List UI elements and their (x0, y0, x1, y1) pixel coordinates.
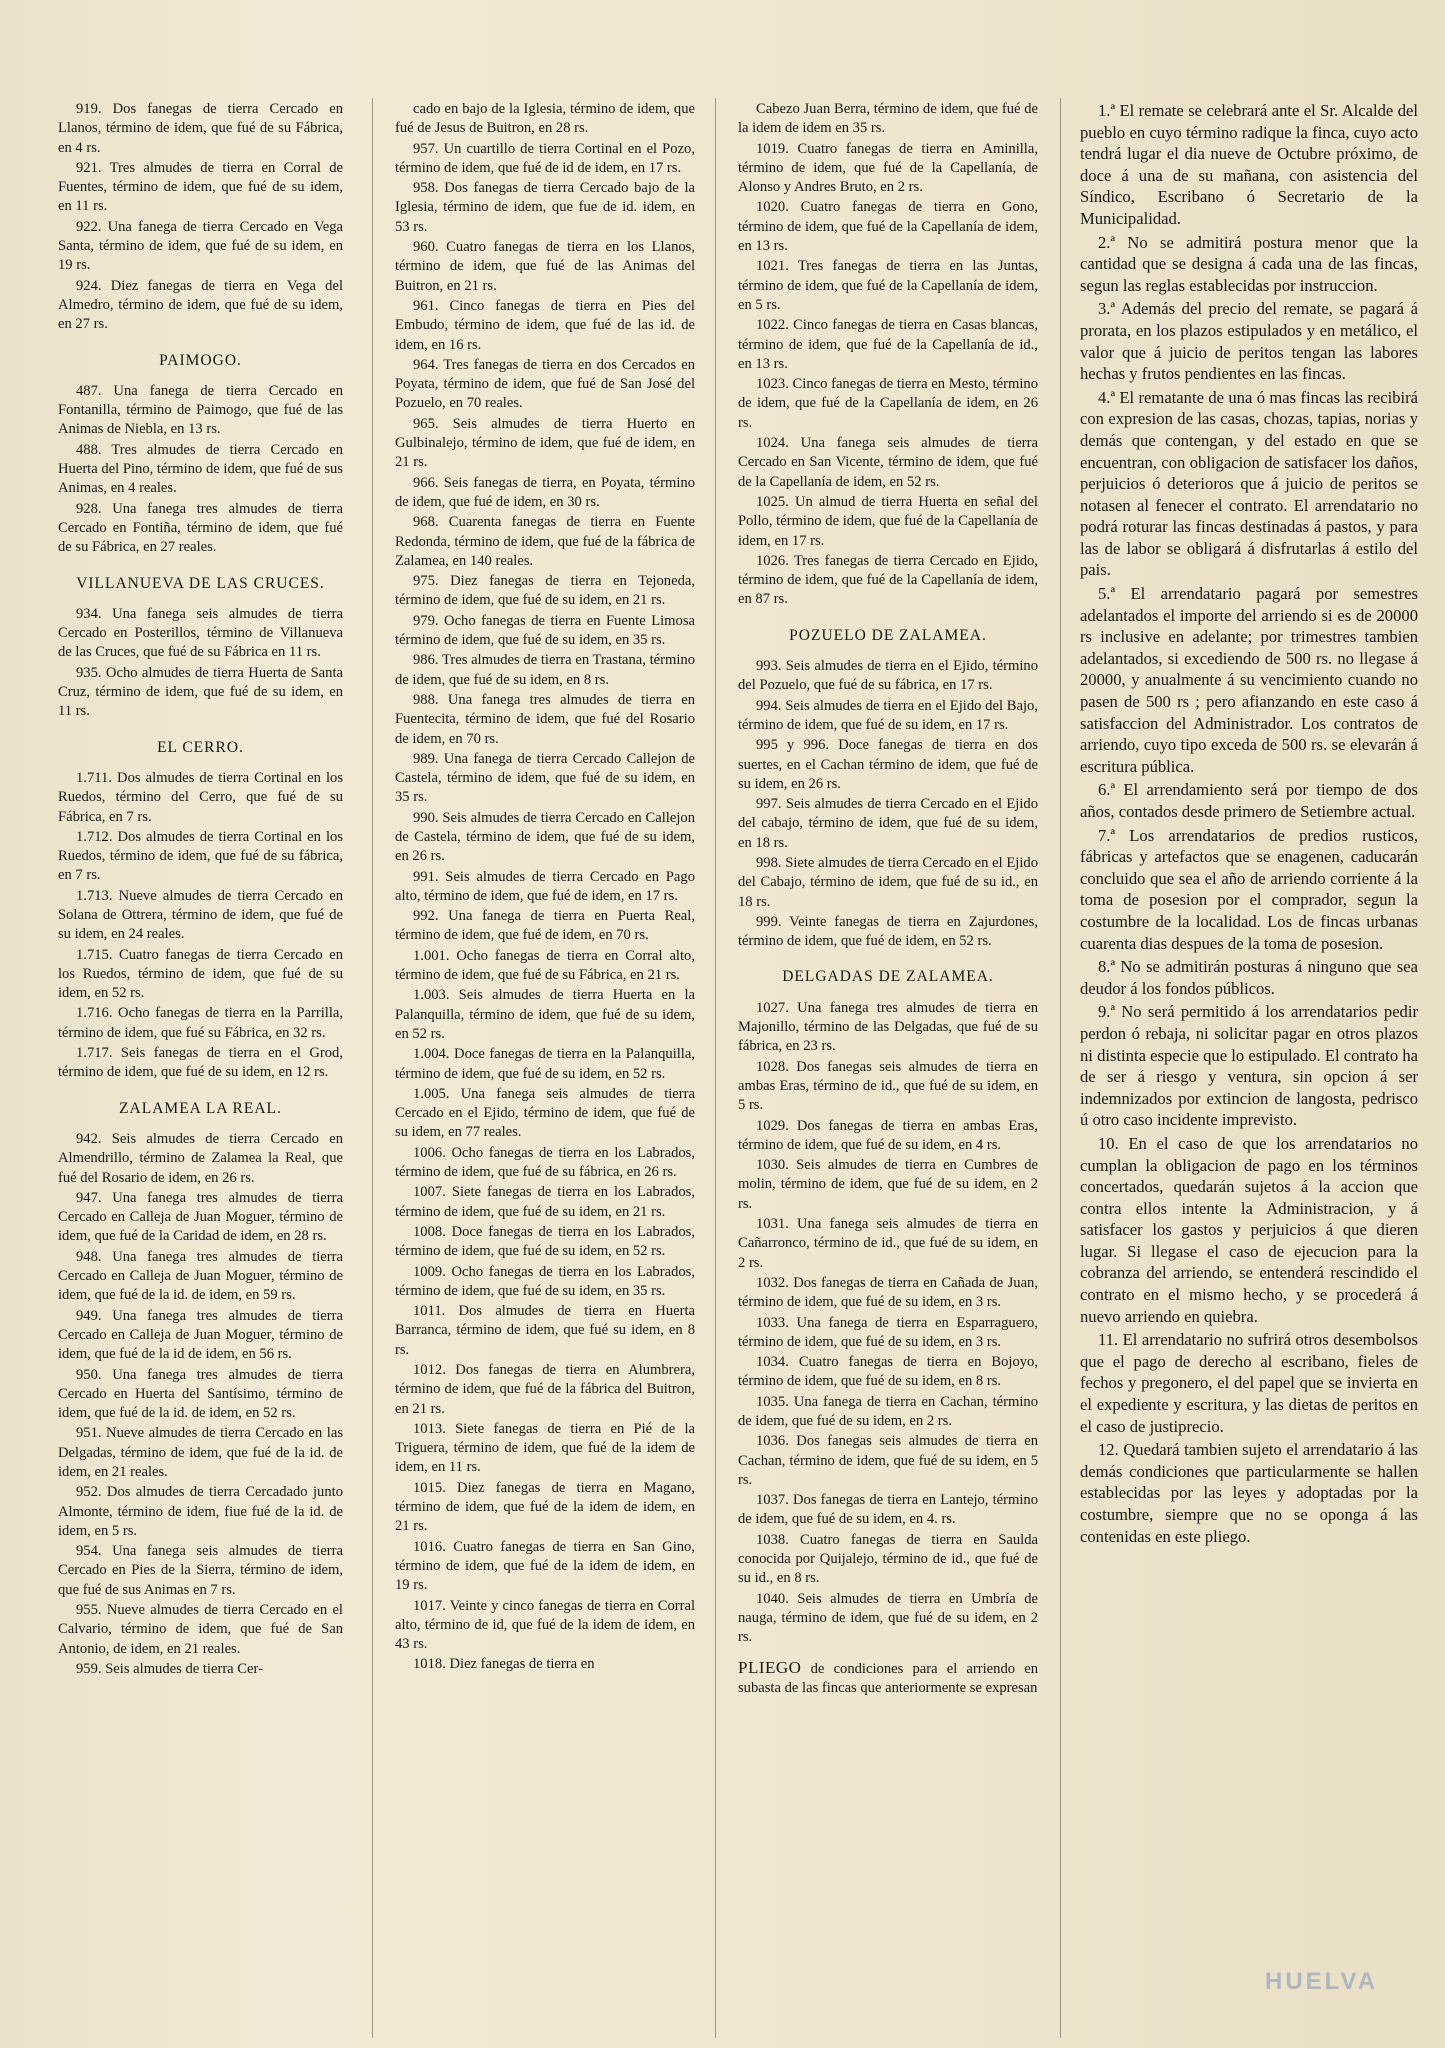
listing-entry: 1015. Diez fanegas de tierra en Magano, término de idem, que fué de la idem de idem, en 21 rs. (395, 1479, 695, 1535)
listing-entry: 1022. Cinco fanegas de tierra en Casas blancas, término de idem, que fué de la Capellanía de id., en 13 rs. (738, 317, 1038, 372)
listing-entry: 1028. Dos fanegas seis almudes de tierra en ambas Eras, término de id., que fué de su idem, en 5 rs. (738, 1058, 1038, 1114)
heading-delgadas: DELGADAS DE ZALAMEA. (782, 968, 994, 986)
listing-entry: 919. Dos fanegas de tierra Cercado en Llanos, término de idem, que fué de su Fábrica, en 4 rs. (58, 101, 343, 156)
listing-entry: 1027. Una fanega tres almudes de tierra en Majonillo, término de las Delgadas, que fué de su fábrica, en 23 rs. (738, 999, 1038, 1055)
listing-entry: 1.711. Dos almudes de tierra Cortinal en los Ruedos, término del Cerro, que fué de su Fábrica, en 7 rs. (58, 769, 343, 825)
listing-entry: 1032. Dos fanegas de tierra en Cañada de Juan, término de idem, que fué de su idem, en 3 rs. (738, 1274, 1038, 1311)
heading-pozuelo: POZUELO DE ZALAMEA. (789, 626, 987, 644)
listing-entry: 959. Seis almudes de tierra Cer- (76, 1660, 263, 1677)
listing-entry: 968. Cuarenta fanegas de tierra en Fuente Redonda, término de idem, que fué de la fábrica de Zalamea, en 140 reales. (395, 514, 695, 569)
listing-entry: 952. Dos almudes de tierra Cercadado junto Almonte, término de idem, fiue fué de la id. de idem, en 5 rs. (58, 1484, 343, 1539)
listing-entry: cado en bajo de la Iglesia, término de idem, que fué de Jesus de Buitron, en 28 rs. (395, 101, 695, 137)
listing-entry: 997. Seis almudes de tierra Cercado en el Ejido del cabajo, término de idem, que fué de su idem, en 18 rs. (738, 796, 1038, 851)
listing-entry: 950. Una fanega tres almudes de tierra Cercado en Huerta del Santísimo, término de idem, que fué de la id. de idem, en 52 rs. (58, 1366, 343, 1422)
listing-entry: 922. Una fanega de tierra Cercado en Vega Santa, término de idem, que fué de su idem, en 19 rs. (58, 218, 343, 274)
listing-entry: 1012. Dos fanegas de tierra en Alumbrera, término de idem, que fué de la fábrica del Buitron, en 21 rs. (395, 1362, 695, 1417)
listing-entry: 993. Seis almudes de tierra en el Ejido, término del Pozuelo, que fué de su fábrica, en 17 rs. (738, 658, 1038, 694)
listing-entry: 1035. Una fanega de tierra en Cachan, término de idem, que fué de su idem, en 2 rs. (738, 1393, 1038, 1429)
heading-zalamea-la-real: ZALAMEA LA REAL. (119, 1099, 282, 1117)
listing-entry: 948. Una fanega tres almudes de tierra Cercado en Calleja de Juan Moguer, término de idem, que fué de la id. de idem, en 59 rs. (58, 1248, 343, 1304)
column-1 (58, 100, 343, 2028)
listing-entry: 1011. Dos almudes de tierra en Huerta Barranca, término de idem, que fué su idem, en 8 rs. (395, 1303, 695, 1358)
listing-entry: 988. Una fanega tres almudes de tierra en Fuentecita, término de idem, que fué del Rosario de idem, en 70 rs. (395, 691, 695, 747)
condition-paragraph: 10. En el caso de que los arrendatarios no cumplan la obligacion de pago en los términos concertados, quedarán sujetos á la accion que contra ellos intente la Administracion, y á satisfacer los gastos y perjuicios á que dieren lugar. Si llegase el caso de ejecucion para la cobranza del arriendo, se entenderá rescindido el contrato en el mismo hecho, y se procederá á nuevo arriendo en quiebra. (1080, 1133, 1418, 1326)
listing-entry: 964. Tres fanegas de tierra en dos Cercados en Poyata, término de idem, que fué de San José del Pozuelo, en 70 reales. (395, 356, 695, 412)
listing-entry: 1033. Una fanega de tierra en Esparraguero, término de idem, que fué de su idem, en 3 rs. (738, 1314, 1038, 1350)
column-3 (738, 100, 1038, 2028)
listing-entry: 928. Una fanega tres almudes de tierra Cercado en Fontiña, término de idem, que fué de su Fábrica, en 27 reales. (58, 500, 343, 556)
listing-entry: 1.715. Cuatro fanegas de tierra Cercado en los Ruedos, término de idem, que fué de su idem, en 52 rs. (58, 946, 343, 1002)
listing-entry: 1040. Seis almudes de tierra en Umbría de nauga, término de idem, que fué de su idem, en 2 rs. (738, 1590, 1038, 1646)
condition-paragraph: 3.ª Además del precio del remate, se pagará á prorata, en los plazos estipulados y en metálico, el valor que á juicio de peritos tengan las labores hechas y frutos pendientes en las fincas. (1080, 299, 1418, 384)
listing-entry: 979. Ocho fanegas de tierra en Fuente Limosa término de idem, que fué de su idem, en 35 rs. (395, 612, 695, 649)
listing-entry: 986. Tres almudes de tierra en Trastana, término de idem, que fué de su idem, en 8 rs. (395, 652, 695, 688)
listing-entry: 1018. Diez fanegas de tierra en (413, 1656, 595, 1673)
listing-entry: 998. Siete almudes de tierra Cercado en el Ejido del Cabajo, término de idem, que fué de su id., en 18 rs. (738, 854, 1038, 910)
listing-entry: 487. Una fanega de tierra Cercado en Fontanilla, término de Paimogo, que fué de las Animas de Niebla, en 13 rs. (58, 382, 343, 438)
listing-entry: 1.001. Ocho fanegas de tierra en Corral alto, término de idem, que fué de su Fábrica, en 21 rs. (395, 947, 695, 984)
listing-entry: 966. Seis fanegas de tierra, en Poyata, término de idem, que fué de idem, en 30 rs. (395, 474, 695, 510)
listing-entry: 1024. Una fanega seis almudes de tierra Cercado en San Vicente, término de idem, que fué de la Capellanía de idem, en 52 rs. (738, 435, 1038, 490)
listing-entry: 965. Seis almudes de tierra Huerto en Gulbinalejo, término de idem, que fué de idem, en 21 rs. (395, 415, 695, 471)
listing-entry: 1038. Cuatro fanegas de tierra en Saulda conocida por Quijalejo, término de id., que fué de su id., en 8 rs. (738, 1531, 1038, 1587)
condition-paragraph: 1.ª El remate se celebrará ante el Sr. Alcalde del pueblo en cuyo término radique la finca, cuyo acto tendrá lugar el dia nueve de Octubre próximo, de doce á una de su mañana, con asistencia del Síndico, Escribano ó Secretario de la Municipalidad. (1080, 101, 1418, 228)
listing-entry: 1.717. Seis fanegas de tierra en el Grod, término de idem, que fué de su idem, en 12 rs. (58, 1045, 343, 1081)
listing-entry: 1031. Una fanega seis almudes de tierra en Cañarronco, término de id., que fué de su idem, en 2 rs. (738, 1216, 1038, 1271)
conditions-list (1080, 100, 1418, 1547)
entries-delgadas (738, 999, 1038, 1648)
entries-capellania (738, 100, 1038, 610)
heading-paimogo: PAIMOGO. (159, 351, 242, 369)
condition-paragraph: 4.ª El rematante de una ó mas fincas las recibirá con expresion de las casas, chozas, tapias, norias y demás que contengan, y del estado en que se encuentran, con obligacion de satisfacer los daños, perjuicios ó deterioros que á juicio de peritos se notasen al fenecer el contrato. El arrendatario no podrá roturar las fincas destinadas á pastos, y para las de labor se obligará á disfrutarlas á estilo del pais. (1080, 387, 1418, 580)
column-4-conditions (1080, 100, 1418, 2028)
listing-entry: 961. Cinco fanegas de tierra en Pies del Embudo, término de idem, que fué de las id. de idem, en 16 rs. (395, 297, 695, 353)
condition-paragraph: 9.ª No será permitido á los arrendatarios pedir perdon ó rebaja, ni solicitar pagar en otros plazos ni distinta especie que lo estipulado. El contrato ha de ser á riesgo y ventura, sin opcion á ser indemnizados por extincion de langosta, pedrisco ú otro caso incidente imprevisto. (1080, 1002, 1418, 1130)
listing-entry: 989. Una fanega de tierra Cercado Callejon de Castela, término de idem, que fué de su idem, en 35 rs. (395, 750, 695, 806)
column-divider (372, 98, 373, 2038)
entries-paimogo (58, 382, 343, 558)
listing-entry: 1017. Veinte y cinco fanegas de tierra en Corral alto, término de id, que fué de la idem de idem, en 43 rs. (395, 1597, 695, 1653)
listing-entry: 1.004. Doce fanegas de tierra en la Palanquilla, término de idem, que fué de su idem, en 52 rs. (395, 1046, 695, 1082)
listing-entry: 1013. Siete fanegas de tierra en Pié de la Triguera, término de idem, que fué de la idem de idem, en 11 rs. (395, 1420, 695, 1476)
condition-paragraph: 11. El arrendatario no sufrirá otros desembolsos que el pago de derecho al escribano, fieles de fechos y pregonero, el del papel que se invierta en el expediente y escritura, y las dietas de peritos en el caso de justiprecio. (1080, 1330, 1418, 1436)
listing-entry: Cabezo Juan Berra, término de idem, que fué de la idem de idem en 35 rs. (738, 101, 1038, 137)
listing-entry: 1.003. Seis almudes de tierra Huerta en la Palanquilla, término de idem, que fué de su idem, en 52 rs. (395, 987, 695, 1042)
entries-zalamea-list (395, 100, 695, 1675)
condition-paragraph: 6.ª El arrendamiento será por tiempo de dos años, contados desde primero de Setiembre actual. (1080, 780, 1418, 821)
listing-entry: 942. Seis almudes de tierra Cercado en Almendrillo, término de Zalamea la Real, que fué del Rosario de idem, en 26 rs. (58, 1130, 343, 1186)
listing-entry: 1037. Dos fanegas de tierra en Lantejo, término de idem, que fué de su idem, en 4. rs. (738, 1492, 1038, 1528)
listing-entry: 960. Cuatro fanegas de tierra en los Llanos, término de idem, que fué de las Animas del Buitron, en 21 rs. (395, 239, 695, 294)
listing-entry: 921. Tres almudes de tierra en Corral de Fuentes, término de idem, que fué de su idem, en 11 rs. (58, 159, 343, 215)
pliego-title (738, 1658, 1038, 1699)
listing-entry: 1008. Doce fanegas de tierra en los Labrados, término de idem, que fué de su idem, en 52 rs. (395, 1223, 695, 1260)
listing-entry: 994. Seis almudes de tierra en el Ejido del Bajo, término de idem, que fué de su idem, en 17 rs. (738, 697, 1038, 733)
entries-villanueva (58, 605, 343, 722)
column-2 (395, 100, 695, 2028)
listing-entry: 951. Nueve almudes de tierra Cercado en las Delgadas, término de idem, que fué de la id. de idem, en 21 reales. (58, 1425, 343, 1480)
listing-entry: 934. Una fanega seis almudes de tierra Cercado en Posterillos, término de Villanueva de las Cruces, que fué de su Fábrica en 11 rs. (58, 605, 343, 661)
listing-entry: 1025. Un almud de tierra Huerta en señal del Pollo, término de idem, que fué de la Capellanía de idem, en 17 rs. (738, 493, 1038, 549)
listing-entry: 1.712. Dos almudes de tierra Cortinal en los Ruedos, término de idem, que fué de su fábrica, en 7 rs. (58, 828, 343, 884)
column-divider (715, 98, 716, 2038)
listing-entry: 488. Tres almudes de tierra Cercado en Huerta del Pino, término de idem, que fué de sus Animas, en 4 reales. (58, 441, 343, 497)
listing-entry: 1023. Cinco fanegas de tierra en Mesto, término de idem, que fué de la Capellanía de idem, en 26 rs. (738, 376, 1038, 431)
listing-entry: 1034. Cuatro fanegas de tierra en Bojoyo, término de idem, que fué de su idem, en 8 rs. (738, 1354, 1038, 1390)
column-divider (1060, 98, 1061, 2038)
heading-villanueva: VILLANUEVA DE LAS CRUCES. (76, 574, 325, 592)
listing-entry: 957. Un cuartillo de tierra Cortinal en el Pozo, término de idem, que fué de id de idem, en 17 rs. (395, 140, 695, 176)
listing-entry: 954. Una fanega seis almudes de tierra Cercado en Pies de la Sierra, término de idem, que fué de sus Animas en 7 rs. (58, 1543, 343, 1598)
listing-entry: 992. Una fanega de tierra en Puerta Real, término de idem, que fué de idem, en 70 rs. (395, 908, 695, 944)
condition-paragraph: 2.ª No se admitirá postura menor que la cantidad que se designa á cada una de las fincas, segun las reglas establecidas por instruccion. (1080, 232, 1418, 295)
listing-entry: 1021. Tres fanegas de tierra en las Juntas, término de idem, que fué de la Capellanía de idem, en 5 rs. (738, 258, 1038, 313)
listing-entry: 1006. Ocho fanegas de tierra en los Labrados, término de idem, que fué de su fábrica, en 26 rs. (395, 1144, 695, 1181)
listing-entry: 1016. Cuatro fanegas de tierra en San Gino, término de idem, que fué de la idem de idem, en 19 rs. (395, 1538, 695, 1594)
entries-zalamea-cont (58, 100, 343, 335)
listing-entry: 1026. Tres fanegas de tierra Cercado en Ejido, término de idem, que fué de la Capellanía de idem, en 87 rs. (738, 552, 1038, 608)
listing-entry: 1.005. Una fanega seis almudes de tierra Cercado en el Ejido, término de idem, que fué de su idem, en 77 reales. (395, 1085, 695, 1141)
listing-entry: 1019. Cuatro fanegas de tierra en Aminilla, término de idem, que fué de la Capellanía, de Alonso y Andres Bruto, en 2 rs. (738, 140, 1038, 196)
listing-entry: 958. Dos fanegas de tierra Cercado bajo de la Iglesia, término de idem, que fue de id. idem, en 53 rs. (395, 180, 695, 235)
listing-entry: 991. Seis almudes de tierra Cercado en Pago alto, término de idem, que fué de idem, en 17 rs. (395, 868, 695, 904)
listing-entry: 947. Una fanega tres almudes de tierra Cercado en Calleja de Juan Moguer, término de idem, que fué de la Caridad de idem, en 28 rs. (58, 1189, 343, 1245)
condition-paragraph: 12. Quedará tambien sujeto el arrendatario á las demás condiciones que particularmente se hallen establecidas por las leyes y adoptadas por la costumbre, siempre que no se oponga á las contenidas en este pliego. (1080, 1440, 1418, 1546)
pliego-rest: de condiciones para el arriendo en subasta de las fincas que anteriormente se expresan (738, 1660, 1038, 1696)
listing-entry: 975. Diez fanegas de tierra en Tejoneda, término de idem, que fué de su idem, en 21 rs. (395, 573, 695, 609)
listing-entry: 949. Una fanega tres almudes de tierra Cercado en Calleja de Juan Moguer, término de idem, que fué de la id de idem, en 56 rs. (58, 1307, 343, 1363)
pliego-lead: PLIEGO (738, 1657, 802, 1677)
listing-entry: 1036. Dos fanegas seis almudes de tierra en Cachan, término de idem, que fué de su idem, en 5 rs. (738, 1433, 1038, 1488)
listing-entry: 1.716. Ocho fanegas de tierra en la Parrilla, término de idem, que fué su Fábrica, en 32 rs. (58, 1005, 343, 1041)
condition-paragraph: 5.ª El arrendatario pagará por semestres adelantados el importe del arriendo si es de 20000 rs inclusive en adelante; por trimestres tambien adelantados, si excediendo de 500 rs. no llegase á 20000, y anualmente á su vencimiento cuando no pasen de 500 rs ; pero afianzando en este caso á satisfaccion del Administrador. Los contratos de arriendo, cuyo tipo exceda de 500 rs. se elevarán á escritura pública. (1080, 584, 1418, 776)
listing-entry: 955. Nueve almudes de tierra Cercado en el Calvario, término de idem, que fué de San Antonio, de idem, en 21 reales. (58, 1602, 343, 1657)
condition-paragraph: 8.ª No se admitirán posturas á ninguno que sea deudor á los fondos públicos. (1080, 957, 1418, 998)
listing-entry: 1007. Siete fanegas de tierra en los Labrados, término de idem, que fué de su idem, en 21 rs. (395, 1184, 695, 1220)
entries-el-cerro (58, 769, 343, 1083)
listing-entry: 1.713. Nueve almudes de tierra Cercado en Solana de Ottrera, término de idem, que fué de su idem, en 24 reales. (58, 887, 343, 943)
listing-entry: 1020. Cuatro fanegas de tierra en Gono, término de idem, que fué de la Capellanía de idem, en 13 rs. (738, 199, 1038, 255)
condition-paragraph: 7.ª Los arrendatarios de predios rusticos, fábricas y artefactos que se enagenen, caducarán concluido que sea el año de arriendo corriente á la toma de posesion por el comprador, segun la costumbre de la localidad. Los de fincas urbanas cuarenta dias despues de la toma de posesion. (1080, 825, 1418, 953)
entries-pozuelo (738, 657, 1038, 951)
archive-watermark: HUELVA (1265, 1968, 1379, 1995)
listing-entry: 995 y 996. Doce fanegas de tierra en dos suertes, en el Cachan término de idem, que fué de su idem, en 26 rs. (738, 737, 1038, 792)
listing-entry: 1029. Dos fanegas de tierra en ambas Eras, término de idem, que fué de su idem, en 4 rs. (738, 1117, 1038, 1153)
listing-entry: 999. Veinte fanegas de tierra en Zajurdones, término de idem, que fué de idem, en 52 rs. (738, 913, 1038, 950)
listing-entry: 990. Seis almudes de tierra Cercado en Callejon de Castela, término de idem, que fué de su idem, en 26 rs. (395, 809, 695, 865)
heading-el-cerro: EL CERRO. (157, 738, 244, 756)
listing-entry: 924. Diez fanegas de tierra en Vega del Almedro, término de idem, que fué de su idem, en 27 rs. (58, 277, 343, 333)
listing-entry: 935. Ocho almudes de tierra Huerta de Santa Cruz, término de idem, que fué de su idem, en 11 rs. (58, 664, 343, 720)
listing-entry: 1009. Ocho fanegas de tierra en los Labrados, término de idem, que fué de su idem, en 35 rs. (395, 1263, 695, 1299)
listing-entry: 1030. Seis almudes de tierra en Cumbres de molin, término de idem, que fué de su idem, en 2 rs. (738, 1157, 1038, 1212)
entries-zalamea-la-real (58, 1130, 343, 1679)
